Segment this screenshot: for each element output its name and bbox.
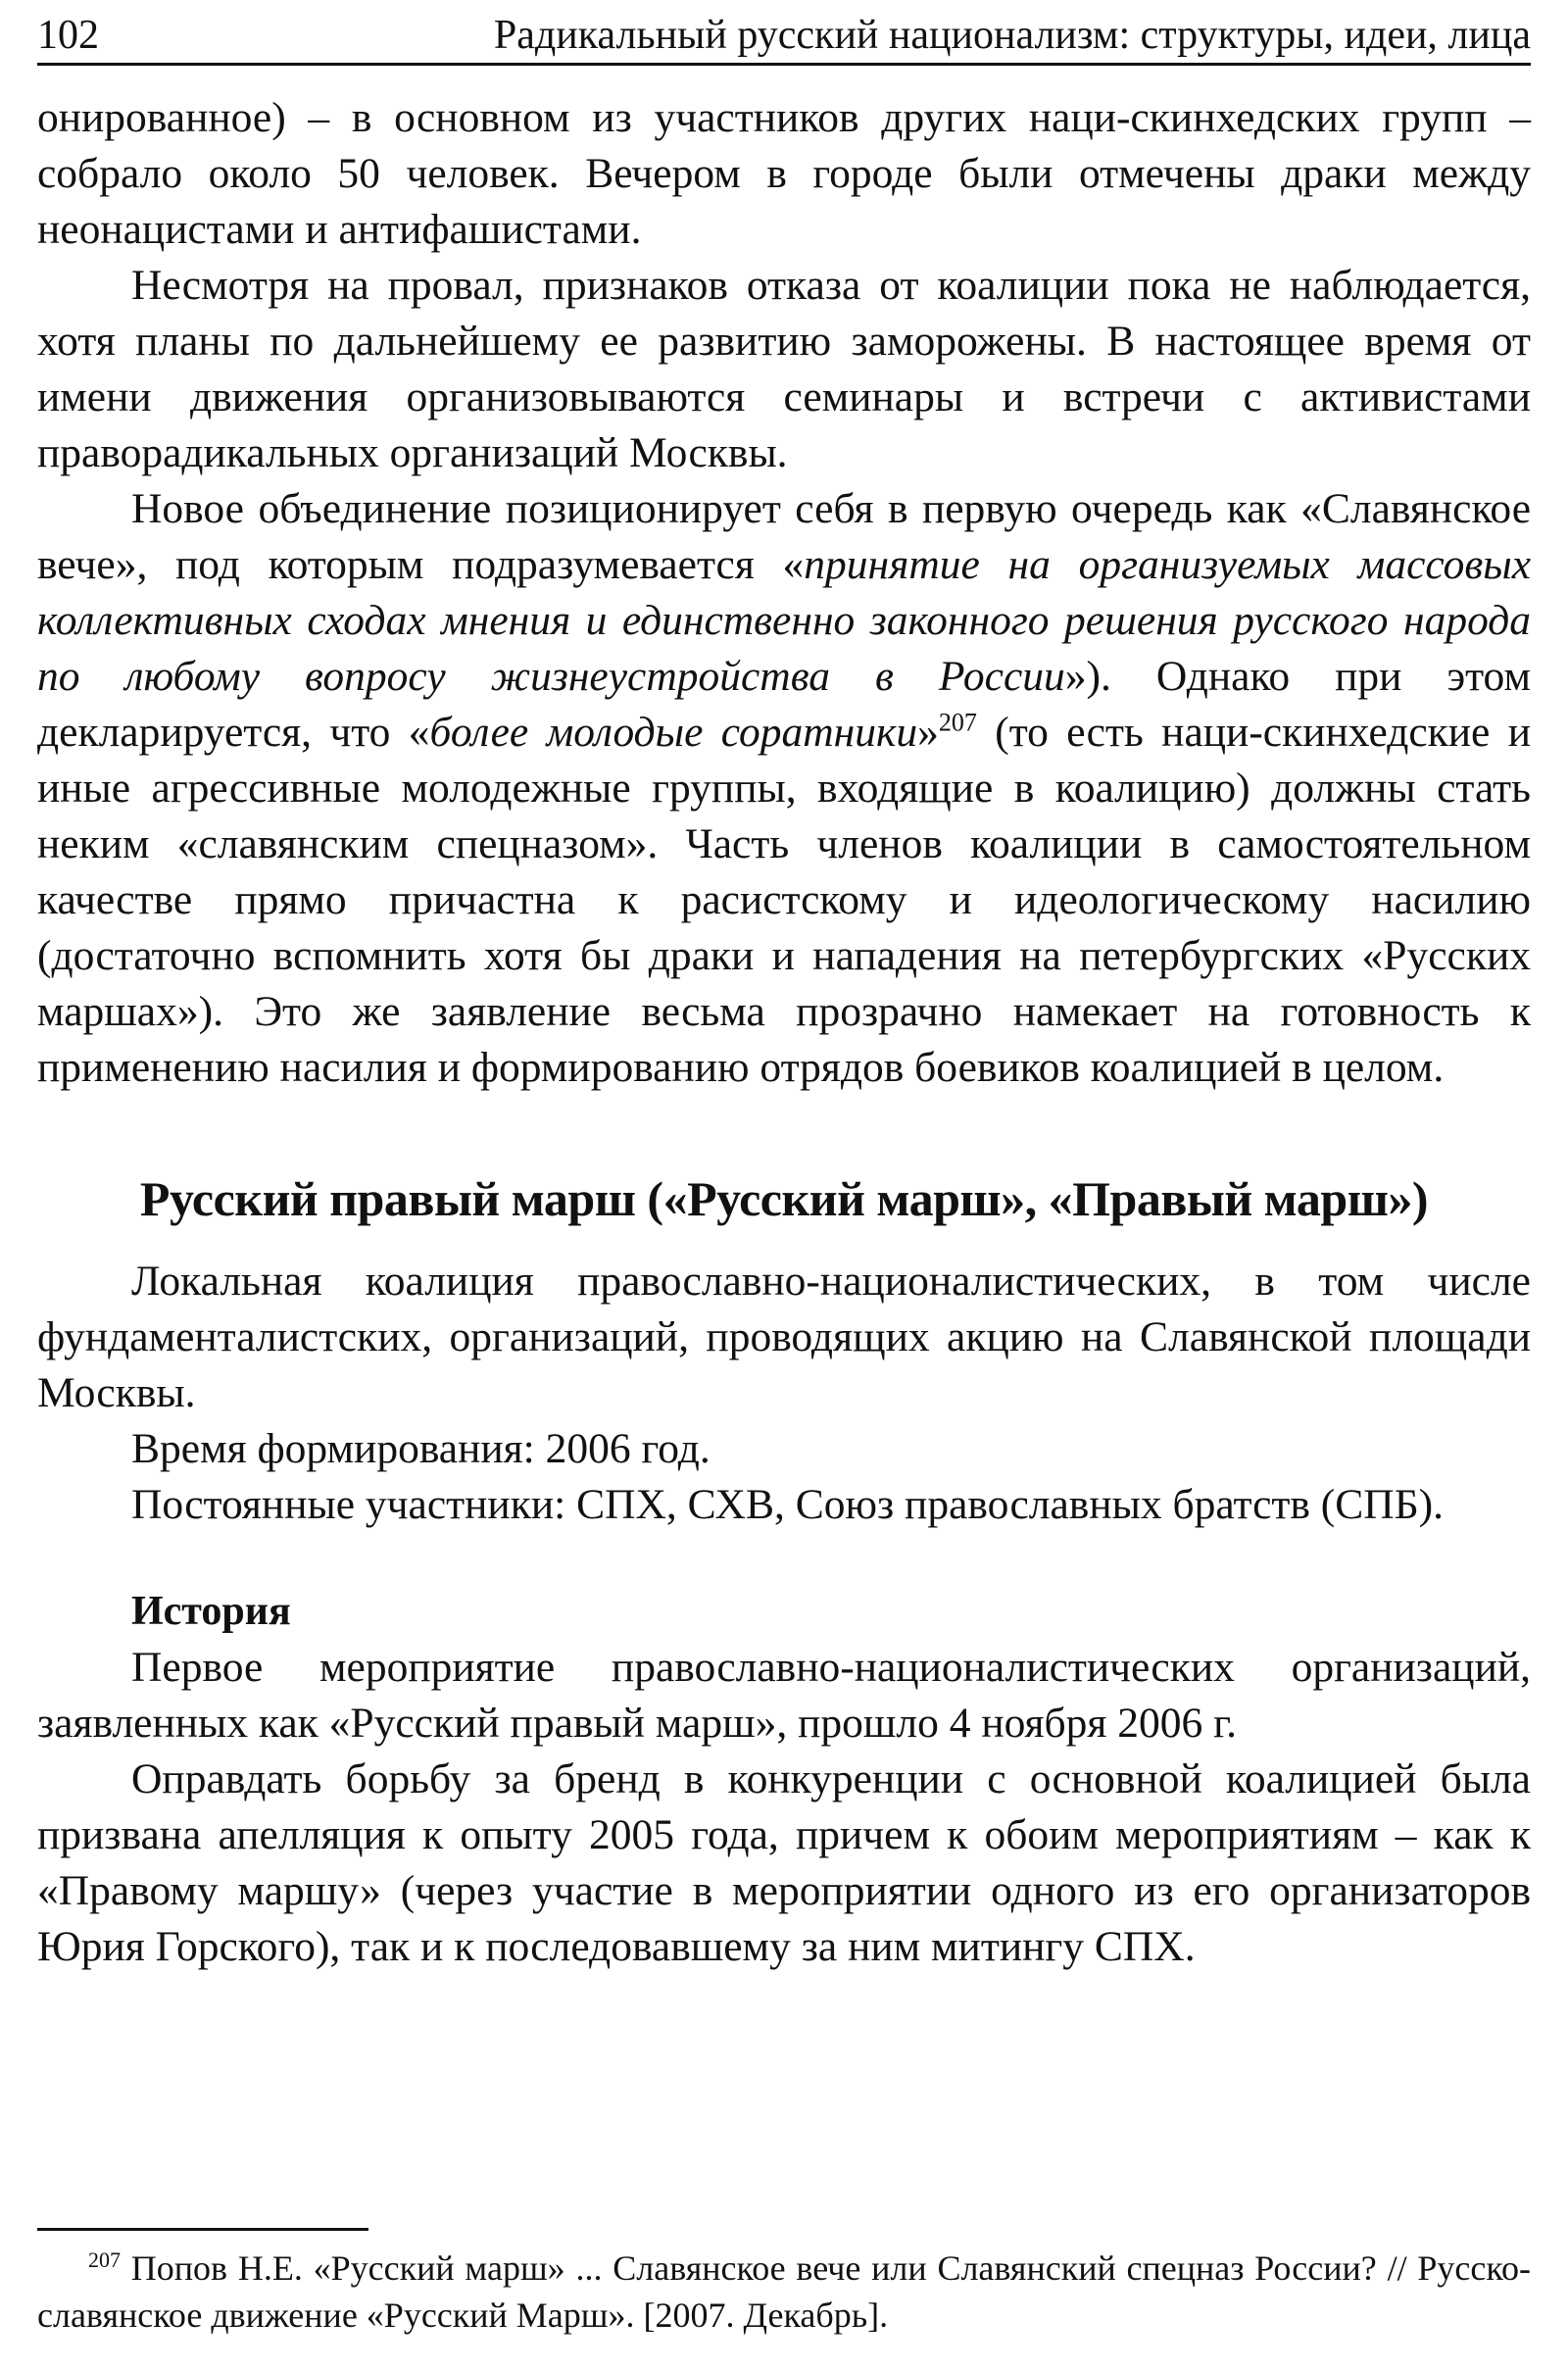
subsection-heading: История xyxy=(131,1589,291,1634)
italic-quote: более молодые соратники xyxy=(429,709,918,756)
text-run: »). Однако при этом декларируется, что « xyxy=(37,653,1531,756)
footnote-divider xyxy=(37,2228,368,2231)
section-heading: Русский правый марш («Русский марш», «Правый марш») xyxy=(139,1171,1429,1226)
footnote xyxy=(37,2245,1531,2339)
text-run: (то есть наци-скинхедские и иные агрессивные молодежные группы, входящие в коалицию) должны стать неким «славянским спецназом». Часть членов коалиции в самостоятельном качестве прямо причастна к расистскому и идеологическому насилию (достаточно вспомнить хотя бы драки и нападения на петербургских «Русских маршах»). Это же заявление весьма прозрачно намекает на готовность к применению насилия и формированию отрядов боевиков коалицией в целом. xyxy=(37,709,1531,1091)
section-intro: Локальная коалиция православно-националистических, в том числе фундаменталистских, организаций, проводящих акцию на Славянской площади Москвы. xyxy=(37,1258,1531,1416)
footnote-number: 207 xyxy=(88,2247,121,2272)
running-header xyxy=(37,8,1531,66)
text-run: » xyxy=(917,709,939,756)
paragraph-continued: онированное) – в основном из участников других наци-скинхедских групп – собрало около 50 человек. Вечером в городе были отмечены драки между неонацистами и антифашистами. xyxy=(37,94,1531,253)
running-title: Радикальный русский национализм: структуры, идеи, лица xyxy=(493,13,1531,58)
formation-time: Время формирования: 2006 год. xyxy=(131,1425,710,1472)
paragraph-with-quote xyxy=(37,481,1531,1096)
italic-quote: принятие на организуемых массовых коллективных сходах мнения и единственно законного решения русского народа по любому вопросу жизнеустройства в России xyxy=(37,541,1531,700)
paragraph: Оправдать борьбу за бренд в конкуренции с основной коалицией была призвана апелляция к опыту 2005 года, причем к обоим мероприятиям – как к «Правому маршу» (через участие в мероприятии одного из его организаторов Юрия Горского), так и к последовавшему за ним митингу СПХ. xyxy=(37,1755,1531,1970)
footnote-text: Попов Н.Е. «Русский марш» ... Славянское вече или Славянский спецназ России? // Русско-славянское движение «Русский Марш». [2007. Декабрь]. xyxy=(37,2248,1531,2335)
paragraph: Несмотря на провал, признаков отказа от коалиции пока не наблюдается, хотя планы по дальнейшему ее развитию заморожены. В настоящее время от имени движения организовываются семинары и встречи с активистами праворадикальных организаций Москвы. xyxy=(37,262,1531,476)
footnote-reference[interactable]: 207 xyxy=(938,708,977,737)
paragraph: Первое мероприятие православно-националистических организаций, заявленных как «Русский правый марш», прошло 4 ноября 2006 г. xyxy=(37,1644,1531,1747)
page-number: 102 xyxy=(37,13,99,58)
main-text xyxy=(37,90,1531,1975)
permanent-members: Постоянные участники: СПХ, СХВ, Союз православных братств (СПБ). xyxy=(131,1481,1445,1528)
text-run: Новое объединение позиционирует себя в первую очередь как «Славянское вече», под которым подразумевается « xyxy=(37,485,1531,588)
